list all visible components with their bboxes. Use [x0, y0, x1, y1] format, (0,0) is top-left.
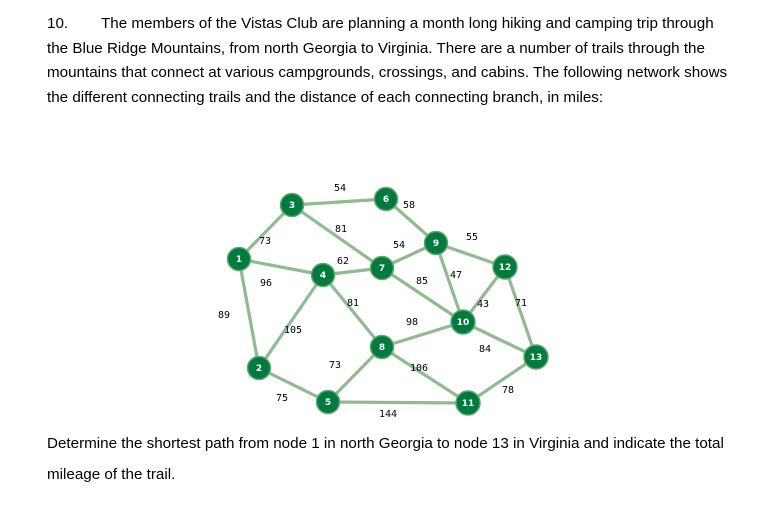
node-label: 2	[255, 364, 263, 375]
problem-number: 10.	[47, 15, 69, 32]
node-13	[524, 345, 548, 369]
edge-weight-12-13: 71	[514, 298, 528, 309]
node-3	[281, 194, 304, 217]
edge-weight-9-10: 47	[449, 270, 463, 281]
edge-8-11	[382, 347, 468, 403]
edge-4-8	[323, 275, 382, 347]
node-label: 1	[235, 255, 243, 266]
node-label: 4	[319, 271, 327, 282]
node-11	[456, 391, 480, 415]
node-label: 5	[324, 398, 332, 409]
edge-weight-3-7: 81	[334, 224, 348, 235]
node-8	[371, 336, 394, 359]
node-label: 10	[456, 318, 470, 329]
trail-network-diagram	[200, 175, 570, 425]
node-9	[425, 232, 448, 255]
edge-weight-5-8: 73	[328, 360, 342, 371]
edge-weight-7-10: 85	[415, 276, 429, 287]
node-label: 6	[382, 195, 390, 206]
edge-weight-11-13: 78	[501, 385, 515, 396]
node-12	[493, 255, 517, 279]
node-label: 7	[378, 264, 386, 275]
node-label: 11	[461, 399, 475, 410]
edge-weight-10-12: 43	[476, 299, 490, 310]
edge-weight-2-4: 105	[283, 325, 303, 336]
edge-weight-1-3: 73	[258, 236, 272, 247]
edge-weight-4-8: 81	[346, 298, 360, 309]
problem-text: The members of the Vistas Club are planning a month long hiking and camping trip through the Blue Ridge Mountains, from north Georgia to Virginia. There are a number of trails through the mountains that connect at various campgrounds, crossings, and cabins. The following network shows the different connecting trails and the distance of each connecting branch, in miles:	[47, 15, 728, 106]
question-text: Determine the shortest path from node 1 in north Georgia to node 13 in Virginia and indicate the total mileage of the trail.	[47, 435, 724, 483]
node-6	[375, 188, 398, 211]
edge-weight-1-2: 89	[217, 310, 231, 321]
edge-weight-1-4: 96	[259, 278, 273, 289]
trail-edges	[239, 199, 536, 403]
edge-weight-8-11: 106	[409, 363, 429, 374]
node-label: 9	[432, 239, 440, 250]
node-1	[228, 248, 251, 271]
node-2	[248, 357, 271, 380]
edge-weight-10-13: 84	[478, 344, 492, 355]
node-7	[371, 257, 394, 280]
edge-weight-9-12: 55	[465, 232, 479, 243]
node-label: 8	[378, 343, 386, 354]
edge-5-11	[328, 402, 468, 403]
edge-1-2	[239, 259, 259, 368]
node-label: 13	[529, 353, 543, 364]
node-4	[312, 264, 335, 287]
edge-weight-7-9: 54	[392, 240, 406, 251]
node-5	[317, 391, 340, 414]
edge-weight-5-11: 144	[378, 409, 398, 420]
edge-3-6	[292, 199, 386, 205]
trail-distances	[218, 183, 527, 420]
edge-weight-3-6: 54	[333, 183, 347, 194]
edge-weight-4-7: 62	[336, 256, 350, 267]
problem-statement	[47, 12, 737, 110]
node-10	[451, 310, 475, 334]
edge-1-4	[239, 259, 323, 275]
edge-weight-2-5: 75	[275, 393, 289, 404]
node-label: 12	[498, 263, 512, 274]
edge-weight-6-9: 58	[402, 200, 416, 211]
edge-weight-8-10: 98	[405, 317, 419, 328]
node-label: 3	[288, 201, 296, 212]
